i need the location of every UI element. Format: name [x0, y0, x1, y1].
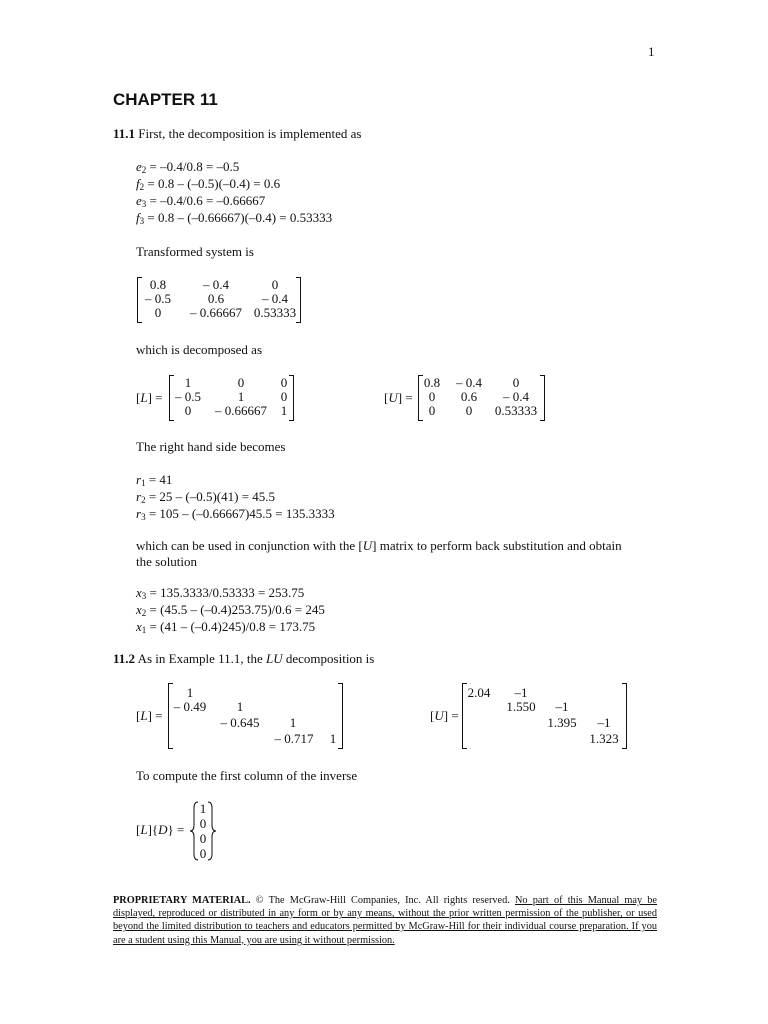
- matrix-cell: – 0.4: [203, 277, 229, 292]
- u-matrix-cell: – 0.4: [456, 375, 482, 390]
- matrix-cell: 0.8: [149, 277, 167, 292]
- section-number: 11.2: [113, 651, 136, 666]
- rhs-equation: $r_2 = 25 - (-0.5)(41) = 45.5$: [136, 489, 276, 505]
- l-matrix-cell: 0: [237, 375, 245, 390]
- u-matrix-cell: 0: [512, 375, 520, 390]
- l-matrix-cell: – 0.49: [173, 699, 207, 714]
- u-matrix-cell: 1.323: [589, 731, 619, 746]
- u-matrix-cell: – 0.4: [503, 389, 529, 404]
- u-matrix-2-label: [U] =: [430, 708, 459, 723]
- u-matrix-cell: 0: [428, 403, 436, 418]
- u-matrix-cell: –1: [514, 685, 528, 700]
- copyright-footer: PROPRIETARY MATERIAL. © The McGraw-Hill Companies, Inc. All rights reserved. No part of this Manual may be displayed, reproduced or distributed in any form or by any means, without the prior written permission of the publisher, or used beyond the limited distribution to teachers and educators permitted by McGraw-Hill for their individual course preparation. If you are a student using this Manual, you are using it without permission.: [113, 895, 657, 946]
- l-matrix-cell: 0: [184, 403, 192, 418]
- vector-cell: 0: [199, 816, 207, 831]
- matrix-cell: 0: [154, 305, 162, 320]
- l-matrix-label: [L] =: [136, 390, 163, 405]
- u-matrix-cell: 1.395: [547, 715, 577, 730]
- matrix-cell: 0.6: [207, 291, 225, 306]
- chapter-title: CHAPTER 11: [113, 90, 218, 109]
- u-matrix-cell: 0.53333: [494, 403, 538, 418]
- page-number: 1: [648, 44, 655, 59]
- vector-cell: 0: [199, 846, 207, 861]
- u-matrix-cell: 0.8: [423, 375, 441, 390]
- ld-label: [L]{D} =: [136, 822, 185, 837]
- rhs-equation: $r_1 = 41$: [136, 472, 173, 488]
- l-matrix-cell: – 0.717: [274, 731, 314, 746]
- u-matrix-cell: 1.550: [506, 699, 536, 714]
- l-matrix-cell: 0: [280, 389, 288, 404]
- l-matrix-cell: – 0.66667: [215, 403, 267, 418]
- decomposition-equation: $f_3 = 0.8 - (-0.66667)(-0.4) = 0.53333$: [136, 210, 333, 226]
- vector-cell: 1: [199, 801, 207, 816]
- matrix-cell: 0: [271, 277, 279, 292]
- section-number: 11.1: [113, 126, 136, 141]
- rhs-text: The right hand side becomes: [136, 439, 286, 454]
- solution-equation: $x_2 = (45.5 - (-0.4)253.75)/0.6 = 245$: [136, 602, 325, 618]
- section-11-1-intro: [113, 126, 361, 142]
- l-matrix-cell: – 0.645: [220, 715, 260, 730]
- u-matrix-cell: 0: [465, 403, 473, 418]
- l-matrix-cell: 1: [237, 389, 245, 404]
- solution-equation: $x_1 = (41 - (-0.4)245)/0.8 = 173.75$: [136, 619, 316, 635]
- l-matrix-cell: 0: [280, 375, 288, 390]
- decomposed-text: which is decomposed as: [136, 342, 263, 357]
- l-matrix-cell: 1: [329, 731, 337, 746]
- matrix-cell: 0.53333: [253, 305, 297, 320]
- decomposition-equation: $e_2 = -0.4/0.8 = -0.5$: [136, 159, 240, 175]
- transformed-text: Transformed system is: [136, 244, 254, 259]
- l-matrix-cell: 1: [289, 715, 297, 730]
- rhs-equation: $r_3 = 105 - (-0.66667)45.5 = 135.3333$: [136, 506, 335, 522]
- u-matrix-cell: 0: [428, 389, 436, 404]
- u-matrix-cell: 0.6: [460, 389, 478, 404]
- l-matrix-cell: 1: [236, 699, 244, 714]
- conjunction-text: which can be used in conjunction with the [U] matrix to perform back substitution and obtain: [136, 538, 622, 553]
- l-matrix-cell: 1: [280, 403, 288, 418]
- l-matrix-cell: – 0.5: [175, 389, 201, 404]
- section-intro-text: First, the decomposition is implemented as: [138, 126, 362, 141]
- section-11-2-intro: 11.2 As in Example 11.1, the LU decomposition is: [113, 651, 375, 666]
- l-matrix-2-label: [L] =: [136, 708, 163, 723]
- u-matrix-cell: –1: [555, 699, 569, 714]
- solution-text: the solution: [136, 554, 198, 569]
- l-matrix-cell: 1: [184, 375, 192, 390]
- decomposition-equation: $f_2 = 0.8 - (-0.5)(-0.4) = 0.6$: [136, 176, 281, 192]
- u-matrix-cell: –1: [597, 715, 611, 730]
- matrix-cell: – 0.4: [262, 291, 288, 306]
- u-matrix-label: [U] =: [384, 390, 413, 405]
- matrix-cell: – 0.5: [145, 291, 171, 306]
- vector-cell: 0: [199, 831, 207, 846]
- l-matrix-cell: 1: [186, 685, 194, 700]
- compute-text: To compute the first column of the inverse: [136, 768, 358, 783]
- matrix-cell: – 0.66667: [190, 305, 242, 320]
- u-matrix-cell: 2.04: [467, 685, 491, 700]
- decomposition-equation: $e_3 = -0.4/0.6 = -0.66667$: [136, 193, 266, 209]
- solution-equation: $x_3 = 135.3333/0.53333 = 253.75$: [136, 585, 305, 601]
